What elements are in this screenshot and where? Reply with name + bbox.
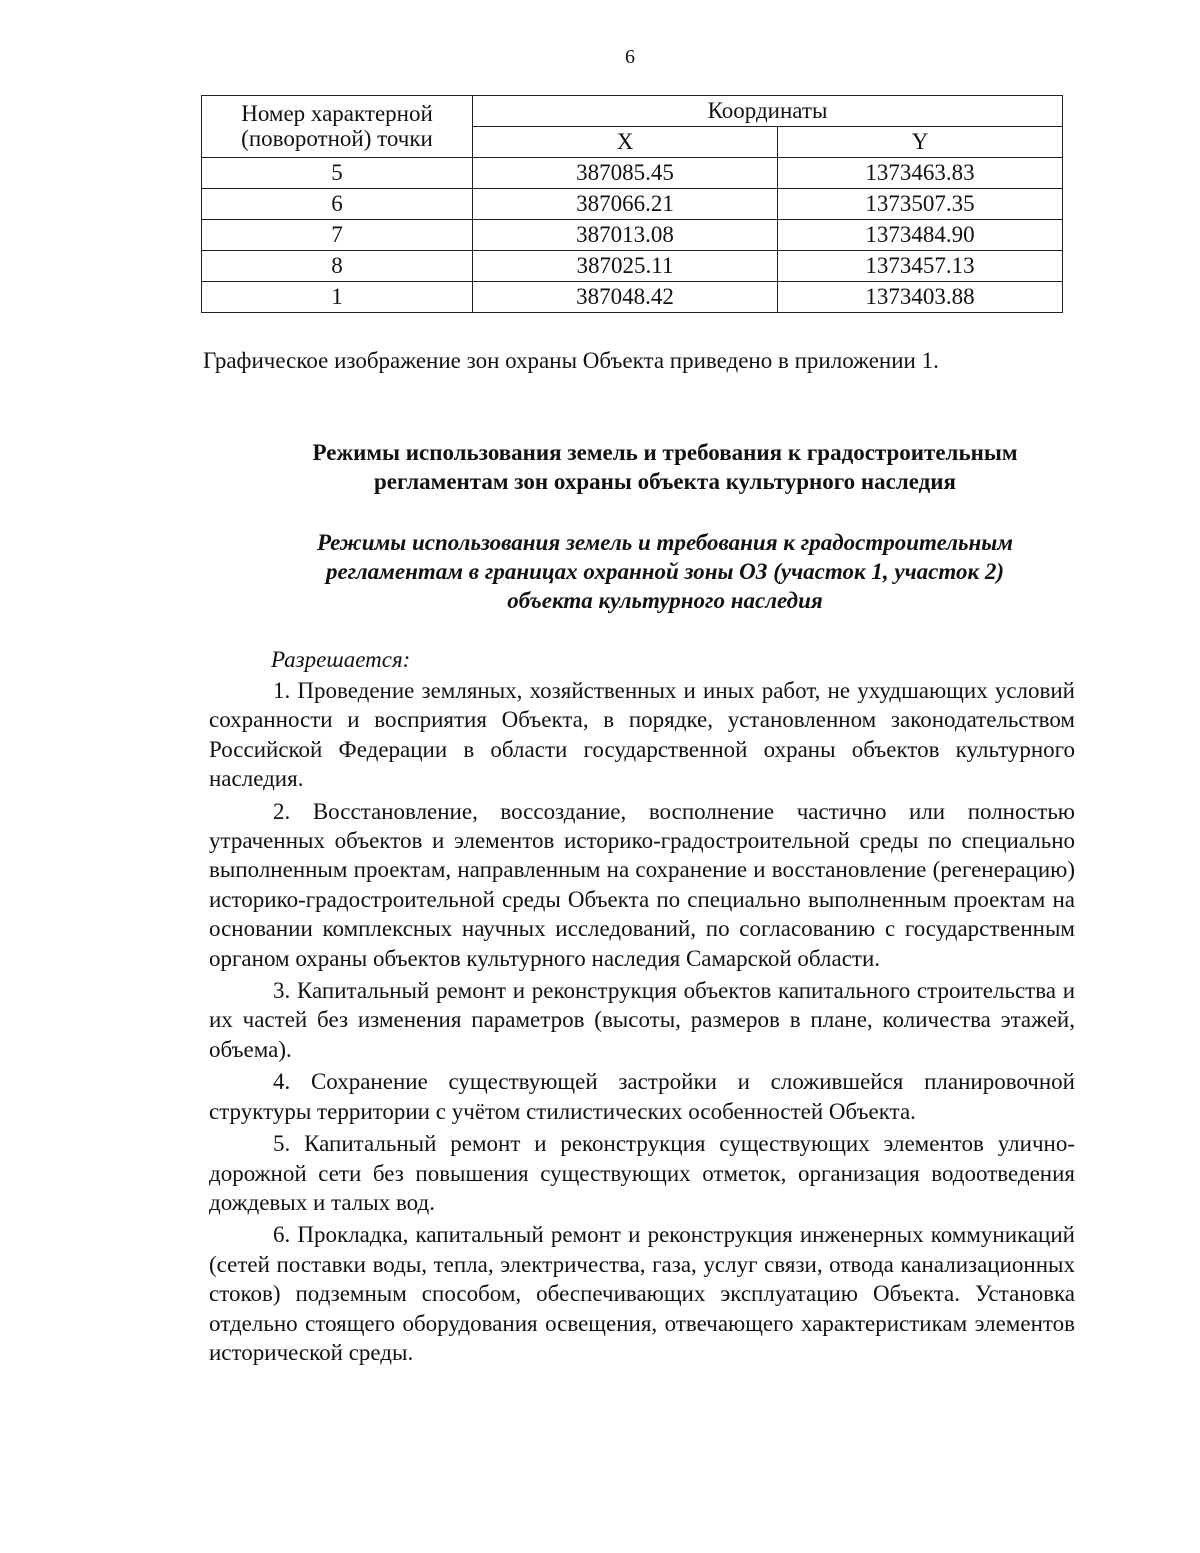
cell-point: 5 — [202, 158, 473, 189]
cell-y: 1373463.83 — [778, 158, 1063, 189]
subsection-heading — [200, 528, 1130, 615]
header-point-number: Номер характерной (поворотной) точки — [202, 96, 473, 158]
subsection-heading-line: Режимы использования земель и требования к градостроительным — [316, 530, 1014, 555]
subsection-heading-line: регламентам в границах охранной зоны ОЗ (участок 1, участок 2) — [325, 559, 1005, 584]
cell-x: 387048.42 — [473, 282, 778, 313]
table-row — [202, 189, 1063, 220]
section-heading — [200, 438, 1130, 496]
list-item: 1. Проведение земляных, хозяйственных и иных работ, не ухудшающих условий сохранности и восприятия Объекта, в порядке, установленном законодательством Российской Федерации в области государственной охраны объектов культурного наследия. — [209, 678, 1075, 792]
list-item: 5. Капитальный ремонт и реконструкция существующих элементов улично-дорожной сети без повышения существующих отметок, организация водоотведения дождевых и талых вод. — [209, 1131, 1075, 1215]
cell-y: 1373484.90 — [778, 220, 1063, 251]
list-item: 2. Восстановление, воссоздание, восполнение частично или полностью утраченных объектов и элементов историко-градостроительной среды по специально выполненным проектам, направленным на сохранение и восстановление (регенерацию) историко-градостроительной среды Объекта по специально выполненным проектам на основании комплексных научных исследований, по согласованию с государственным органом охраны объектов культурного наследия Самарской области. — [209, 798, 1075, 971]
cell-y: 1373507.35 — [778, 189, 1063, 220]
cell-x: 387085.45 — [473, 158, 778, 189]
header-y: Y — [778, 127, 1063, 158]
cell-point: 1 — [202, 282, 473, 313]
cell-x: 387066.21 — [473, 189, 778, 220]
page-number: 6 — [625, 46, 635, 68]
cell-x: 387025.11 — [473, 251, 778, 282]
cell-point: 7 — [202, 220, 473, 251]
cell-y: 1373403.88 — [778, 282, 1063, 313]
coordinates-table — [201, 95, 1063, 313]
cell-y: 1373457.13 — [778, 251, 1063, 282]
list-item: 6. Прокладка, капитальный ремонт и реконструкция инженерных коммуникаций (сетей поставки воды, тепла, электричества, газа, услуг связи, отвода канализационных стоков) подземным способом, обеспечивающих эксплуатацию Объекта. Установка отдельно стоящего оборудования освещения, отвечающего характеристикам элементов исторической среды. — [209, 1222, 1075, 1365]
allowed-list — [209, 676, 1075, 1370]
table-row — [202, 158, 1063, 189]
list-item: 4. Сохранение существующей застройки и сложившейся планировочной структуры территории с учётом стилистических особенностей Объекта. — [209, 1069, 1075, 1124]
table-row — [202, 220, 1063, 251]
table-row — [202, 251, 1063, 282]
table-header-row — [202, 96, 1063, 127]
cell-point: 6 — [202, 189, 473, 220]
section-heading-line: регламентам зон охраны объекта культурного наследия — [373, 469, 957, 494]
table-row — [202, 282, 1063, 313]
allowed-label: Разрешается: — [271, 647, 411, 672]
subsection-heading-line: объекта культурного наследия — [507, 588, 823, 613]
header-coordinates: Координаты — [473, 96, 1063, 127]
cell-point: 8 — [202, 251, 473, 282]
cell-x: 387013.08 — [473, 220, 778, 251]
list-item: 3. Капитальный ремонт и реконструкция объектов капитального строительства и их частей без изменения параметров (высоты, размеров в плане, количества этажей, объема). — [209, 978, 1075, 1062]
header-x: X — [473, 127, 778, 158]
section-heading-line: Режимы использования земель и требования к градостроительным — [312, 440, 1018, 465]
graphic-note: Графическое изображение зон охраны Объекта приведено в приложении 1. — [203, 348, 939, 373]
